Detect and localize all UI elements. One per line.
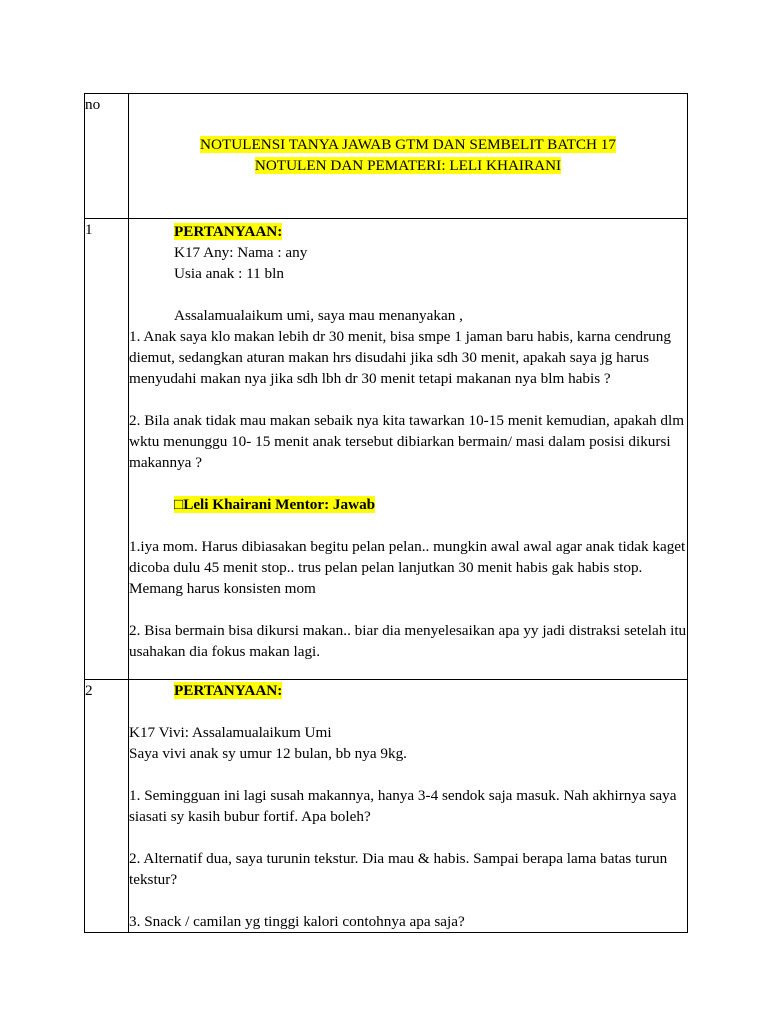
question-heading: PERTANYAAN:	[174, 223, 283, 240]
row-number: 2	[85, 680, 129, 933]
qa-entry	[129, 680, 688, 933]
document-title	[129, 94, 687, 176]
table-row	[85, 680, 688, 933]
answer-heading: □Leli Khairani Mentor: Jawab	[174, 496, 376, 513]
row-number: 1	[85, 219, 129, 680]
question-text: 1. Anak saya klo makan lebih dr 30 menit, bisa smpe 1 jaman baru habis, karna cendrung diemut, sedangkan aturan makan hrs disudahi jika sdh 30 menit, apakah saya jg harus menyudahi makan nya jika sdh lbh dr 30 menit tetapi makanan nya blm habis ?	[129, 328, 671, 387]
title-line-1: NOTULENSI TANYA JAWAB GTM DAN SEMBELIT BATCH 17	[200, 136, 616, 153]
asker-line: Saya vivi anak sy umur 12 bulan, bb nya 9kg.	[129, 745, 407, 762]
qa-entry	[129, 219, 688, 680]
asker-name: K17 Any: Nama : any	[174, 244, 308, 261]
answer-marker-icon: □	[174, 496, 184, 513]
question-text: 1. Semingguan ini lagi susah makannya, hanya 3-4 sendok saja masuk. Nah akhirnya saya siasati sy kasih bubur fortif. Apa boleh?	[129, 787, 677, 825]
table-header-row	[85, 94, 688, 219]
question-text: 3. Snack / camilan yg tinggi kalori contohnya apa saja?	[129, 913, 465, 930]
answer-text: 1.iya mom. Harus dibiasakan begitu pelan pelan.. mungkin awal awal agar anak tidak kaget dicoba dulu 45 menit stop.. trus pelan pelan lanjutkan 30 menit habis gak habis stop. Memang harus konsisten mom	[129, 538, 686, 597]
question-heading: PERTANYAAN:	[174, 682, 283, 699]
asker-age: Usia anak : 11 bln	[174, 265, 284, 282]
question-text: 2. Alternatif dua, saya turunin tekstur. Dia mau & habis. Sampai berapa lama batas turun tekstur?	[129, 850, 668, 888]
title-cell	[129, 94, 688, 219]
qa-table	[84, 93, 688, 933]
table-row	[85, 219, 688, 680]
greeting: Assalamualaikum umi, saya mau menanyakan ,	[174, 307, 463, 324]
no-column-header: no	[85, 94, 129, 219]
question-text: 2. Bila anak tidak mau makan sebaik nya kita tawarkan 10-15 menit kemudian, apakah dlm wktu menunggu 10- 15 menit anak tersebut dibiarkan bermain/ masi dalam posisi dikursi makannya ?	[129, 412, 685, 471]
asker-line: K17 Vivi: Assalamualaikum Umi	[129, 724, 332, 741]
title-line-2: NOTULEN DAN PEMATERI: LELI KHAIRANI	[254, 157, 562, 174]
answer-text: 2. Bisa bermain bisa dikursi makan.. biar dia menyelesaikan apa yy jadi distraksi setelah itu usahakan dia fokus makan lagi.	[129, 622, 687, 660]
